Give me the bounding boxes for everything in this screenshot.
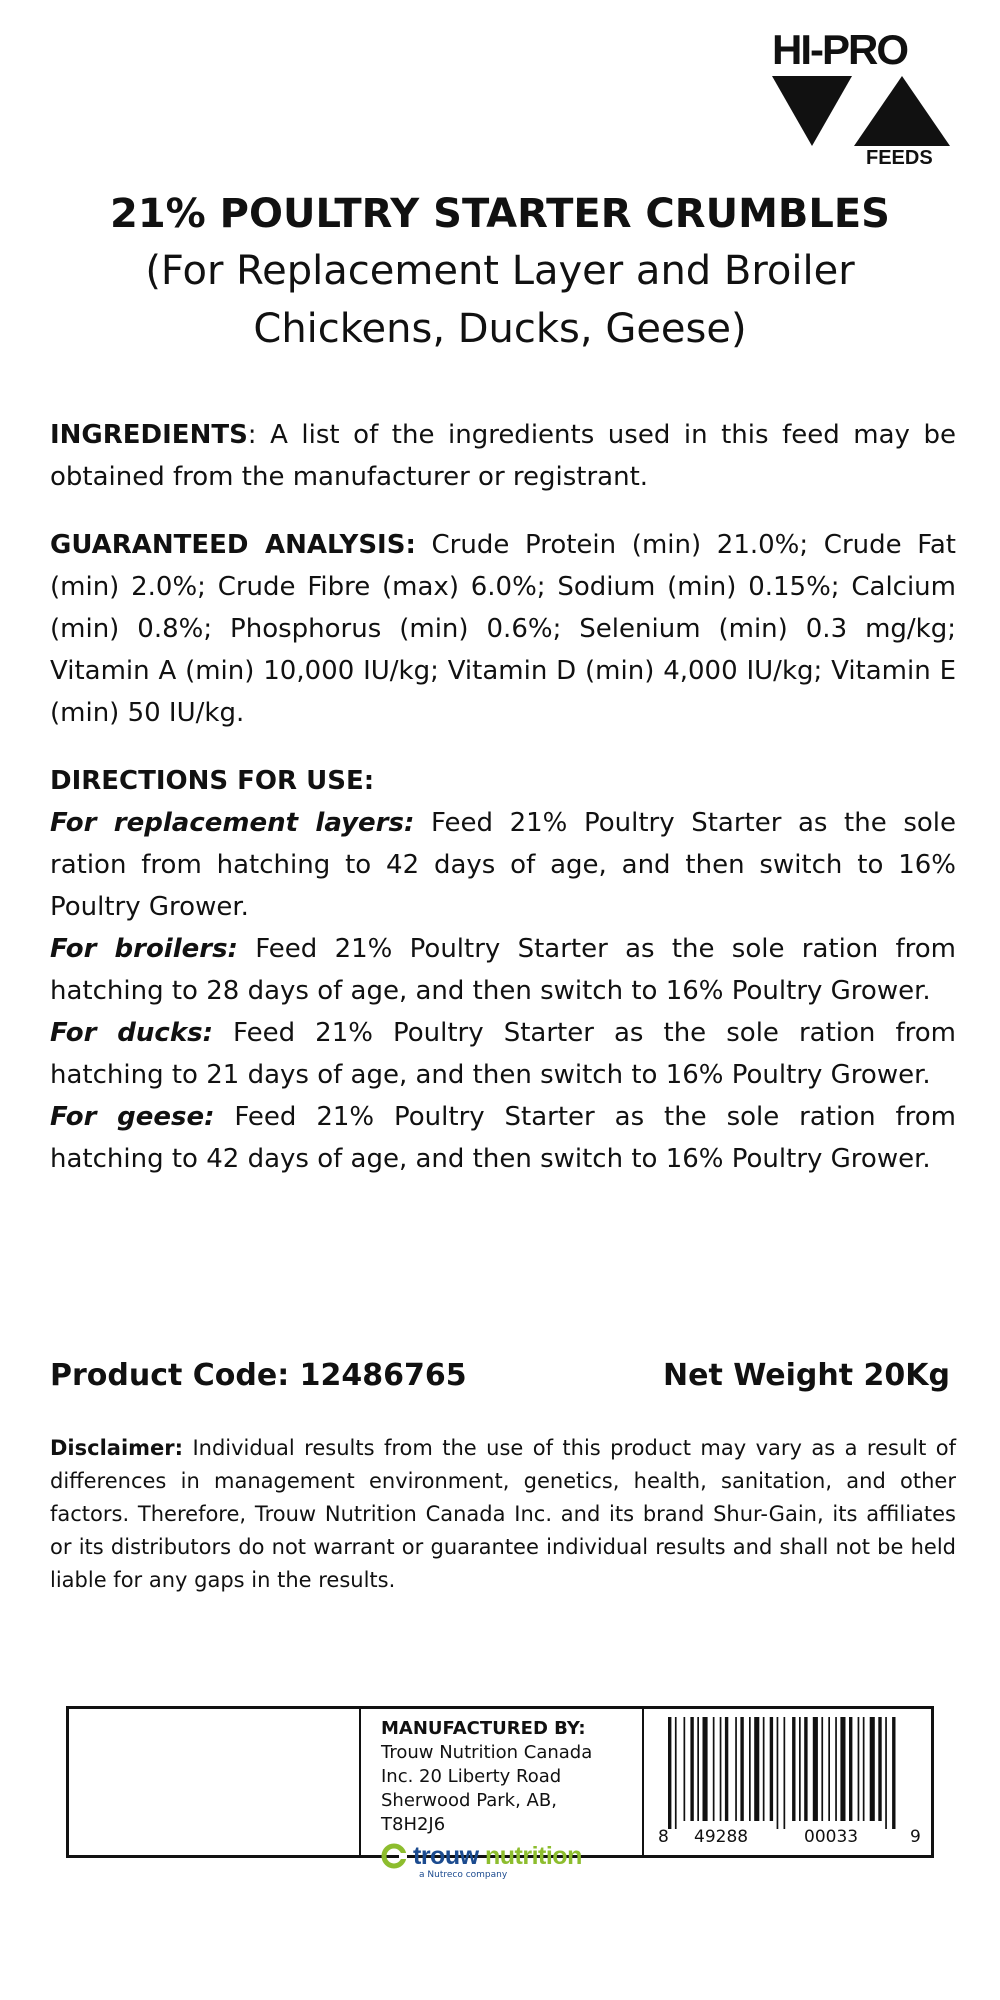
barcode [658,1717,922,1829]
barcode-bar [863,1717,865,1821]
barcode-bar [713,1717,715,1821]
barcode-bar [675,1717,677,1829]
analysis-label: GUARANTEED ANALYSIS: [50,530,416,560]
manufacturer-line: Sherwood Park, AB, [381,1790,557,1811]
barcode-bar [821,1717,823,1821]
barcode-digit-first: 8 [658,1827,669,1847]
barcode-bar [885,1717,887,1829]
barcode-bar [840,1717,845,1821]
barcode-bar [777,1717,779,1829]
direction-text: Feed 21% Poultry Starter as the sole ration from hatching to 21 days of age, and then switch to 16% Poultry Grower. [50,1018,956,1090]
barcode-digit-group-right: 00033 [804,1827,859,1847]
directions-section [50,760,956,1180]
barcode-bar [684,1717,686,1821]
ingredients-label: INGREDIENTS [50,420,248,450]
barcode-bar [749,1717,751,1821]
direction-label: For geese: [50,1102,215,1132]
barcode-bar [870,1717,875,1821]
barcode-bar [720,1717,722,1821]
directions-heading: DIRECTIONS FOR USE: [50,766,375,796]
manufacturer-cell [361,1709,644,1880]
direction-label: For replacement layers: [50,808,415,838]
direction-text: Feed 21% Poultry Starter as the sole ration from hatching to 42 days of age, and then switch to 16% Poultry Grower. [50,808,956,922]
barcode-bar [849,1717,852,1821]
direction-label: For broilers: [50,934,238,964]
barcode-bar [804,1717,807,1821]
trouw-brand-a: trouw [413,1842,479,1870]
manufacturer-box [66,1706,934,1880]
product-subtitle-line1: (For Replacement Layer and Broiler [145,248,855,294]
direction-text: Feed 21% Poultry Starter as the sole ration from hatching to 28 days of age, and then switch to 16% Poultry Grower. [50,934,956,1006]
barcode-bar [690,1717,693,1821]
barcode-bar [835,1717,837,1821]
nutreco-tagline: a Nutreco company [419,1870,508,1880]
trouw-nutrition-logo [381,1843,632,1869]
barcode-bar [799,1717,801,1821]
direction-item [50,1012,956,1096]
barcode-bar [740,1717,743,1821]
product-subtitle-line2: Chickens, Ducks, Geese) [253,306,747,352]
manufacturer-line: T8H2J6 [381,1814,446,1835]
hi-pro-feeds-logo [760,24,960,164]
product-info-row [50,1356,956,1396]
barcode-bar [878,1717,881,1821]
barcode-bar [770,1717,773,1821]
barcode-bar [792,1717,795,1821]
barcode-bar [892,1717,895,1829]
barcode-bar [784,1717,786,1829]
barcode-bar [697,1717,699,1821]
disclaimer [50,1432,956,1597]
barcode-bar [735,1717,737,1821]
blank-cell [69,1709,361,1855]
disclaimer-text: Individual results from the use of this product may vary as a result of differences in management environment, genetics, health, sanitation, and other factors. Therefore, Trouw Nutrition Canada Inc. and its brand Shur-Gain, its affiliates or its distributors do not warrant or guarantee individual results and shall not be held liable for any gaps in the results. [50,1436,956,1592]
manufacturer-heading: MANUFACTURED BY: [381,1718,586,1739]
ingredients-text: : A list of the ingredients used in this feed may be obtained from the manufacturer or registrant. [50,420,956,492]
logo-top-text: HI-PRO [772,26,907,73]
ingredients-section [50,414,956,498]
barcode-bar [763,1717,765,1821]
product-title: 21% POULTRY STARTER CRUMBLES [110,191,890,237]
barcode-bar [858,1717,860,1821]
barcode-bar [754,1717,759,1821]
direction-text: Feed 21% Poultry Starter as the sole ration from hatching to 42 days of age, and then switch to 16% Poultry Grower. [50,1102,956,1174]
product-title-block [30,186,970,358]
barcode-bar [725,1717,728,1821]
direction-item [50,802,956,928]
manufacturer-line: Inc. 20 Liberty Road [381,1766,562,1787]
barcode-bar [703,1717,708,1821]
barcode-bar [668,1717,671,1829]
direction-item [50,928,956,1012]
trouw-brand-b: nutrition [478,1842,582,1870]
barcode-bar [813,1717,818,1821]
analysis-section [50,524,956,734]
barcode-digit-group-left: 49288 [694,1827,749,1847]
disclaimer-label: Disclaimer: [50,1436,184,1460]
trouw-ring-icon [381,1843,407,1869]
barcode-bar [828,1717,830,1821]
net-weight: Net Weight 20Kg [663,1358,950,1393]
direction-item [50,1096,956,1180]
barcode-cell [644,1709,931,1855]
manufacturer-line: Trouw Nutrition Canada [381,1742,593,1763]
product-code: Product Code: 12486765 [50,1358,467,1393]
label-body [50,414,956,1180]
barcode-digit-last: 9 [910,1827,921,1847]
direction-label: For ducks: [50,1018,213,1048]
analysis-text: Crude Protein (min) 21.0%; Crude Fat (min) 2.0%; Crude Fibre (max) 6.0%; Sodium (min) 0.15%; Calcium (min) 0.8%; Phosphorus (min) 0.6%; Selenium (min) 0.3 mg/kg; Vitamin A (min) 10,000 IU/kg; Vitamin D (min) 4,000 IU/kg; Vitamin E (min) 50 IU/kg. [50,530,956,728]
logo-bottom-text: FEEDS [866,147,933,164]
